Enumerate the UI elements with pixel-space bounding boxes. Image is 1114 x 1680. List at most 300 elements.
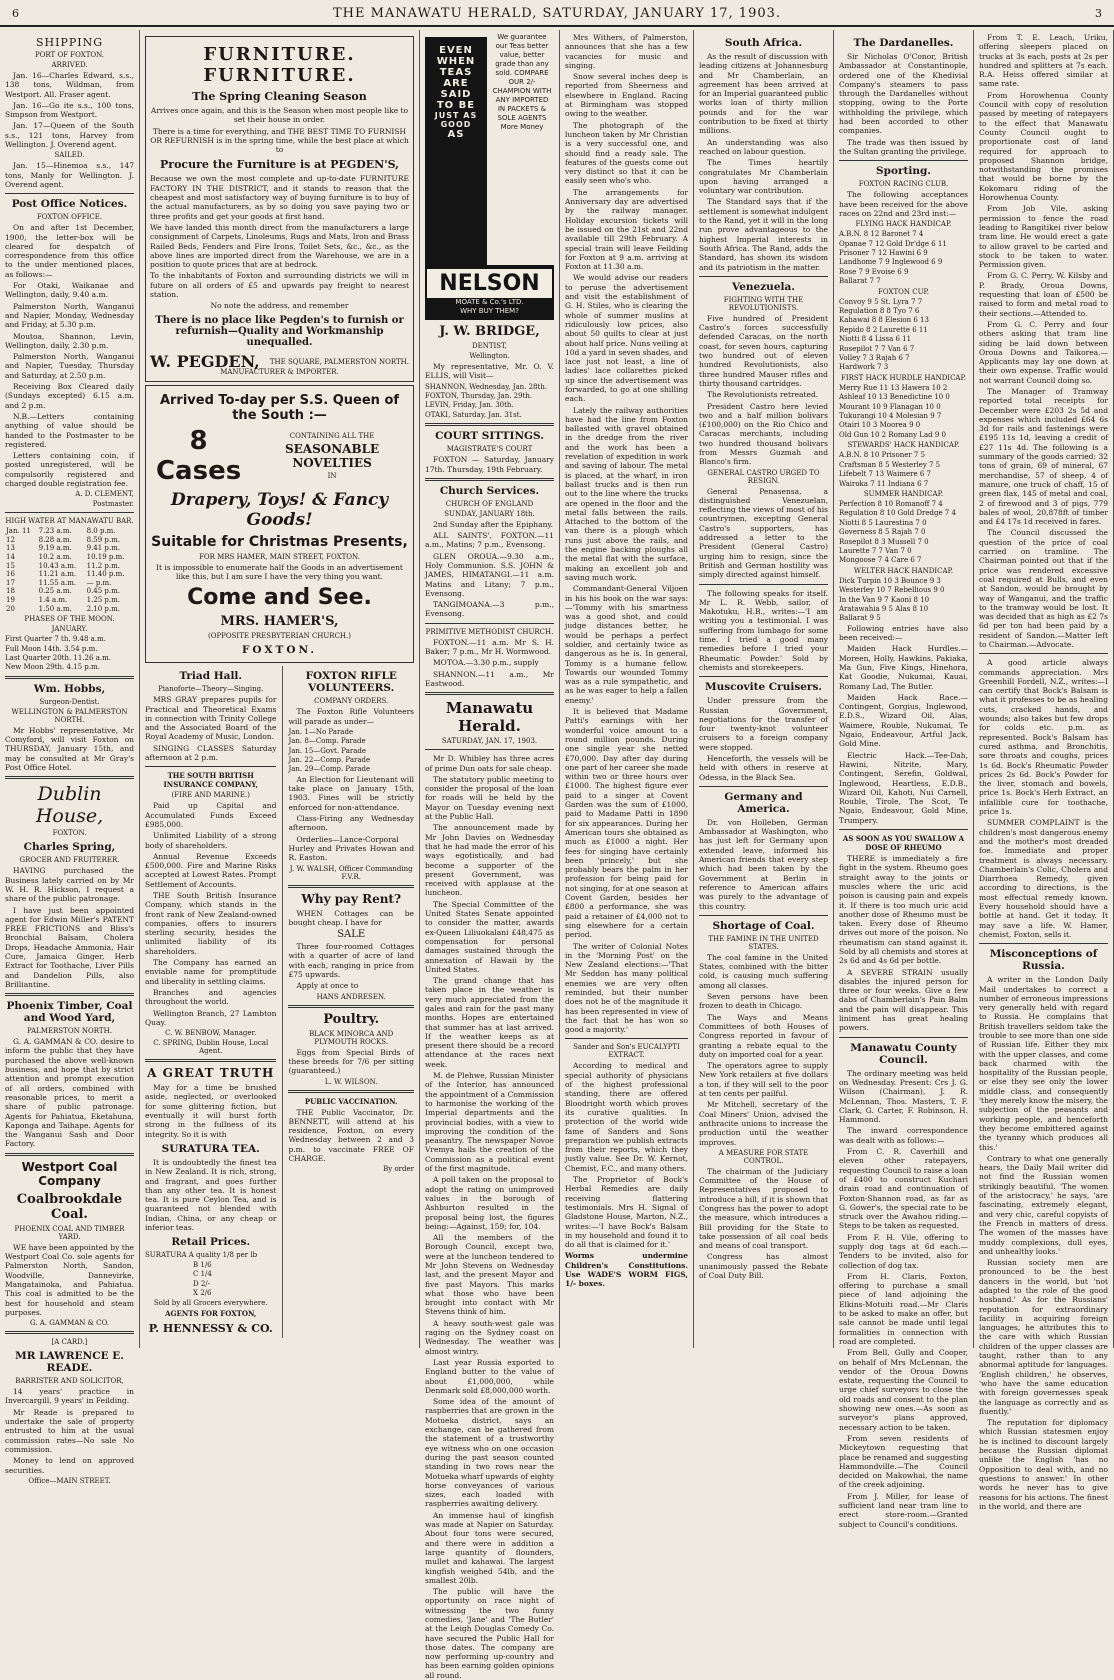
moon-heading: PHASES OF THE MOON. bbox=[24, 615, 115, 624]
race-entry: Mourant 10 9 Flanagan 10 0 bbox=[839, 402, 941, 411]
containing-label: CONTAINING ALL THE bbox=[289, 431, 375, 440]
postmaster-name: A. D. CLEMENT, bbox=[75, 490, 134, 499]
dublin-town: FOXTON. bbox=[52, 829, 87, 838]
divider bbox=[425, 692, 554, 695]
news-item: Sir Nicholas O'Conor, British Ambassador at Constantinople, ordered one of the Khedivial Company's steamers to pass through the Dardanelles without stopping, owing to the Porte withholding the privilege, which had been accorded to other companies. bbox=[839, 52, 968, 136]
shipping-heading: SHIPPING bbox=[35, 36, 104, 49]
rifle-parade: Jan. 15—Govt. Parade bbox=[288, 746, 367, 755]
divider bbox=[699, 915, 828, 916]
drapery-heading: Drapery, Toys! & Fancy Goods! bbox=[170, 489, 389, 530]
furniture-heading: FURNITURE. FURNITURE. bbox=[203, 44, 356, 86]
news-item: SUMMER COMPLAINT is the children's most dangerous enemy and the mother's most dreaded foe. Immediate and proper treatment is always necessary. Chamberlain's Colic, Cholera and Diarrhoea Remedy, given according to directions, is the most effectual remedy known. Every household should have a bottle at hand. Get it today. It may save a life. W. Hamer, chemist, Foxton, sells it. bbox=[979, 818, 1108, 939]
venezuela-sub: GENERAL CASTRO URGED TO RESIGN. bbox=[707, 468, 820, 485]
news-item: The photograph of the luncheon taken by Mr Christian is a very successful one, and should find a ready sale. The features of the guests come out very distinct so that it can be easily seen who's who. bbox=[565, 120, 688, 186]
triad-sub: Pianoforte—Theory—Singing. bbox=[158, 685, 264, 694]
triad-text: MRS GRAY prepares pupils for Practical and Theoretical Exams in connection with Trinity College and the Associated Board of the Royal Academy of Music, London. bbox=[145, 695, 277, 742]
divider bbox=[5, 512, 134, 513]
sbi-sub: (FIRE AND MARINE.) bbox=[171, 791, 250, 800]
news-item: It is believed that Madame Patti's earnings with her wonderful voice amount to a round million pounds. During one single year she netted £70,000. Day after day during one part of her career she made within two or three hours over £1000. The highest figure ever paid to a singer at Covent Garden was the sum of £1000, paid to Madame Patti in 1890 for six appearances. During her American tours she obtained as much as £1000 a night. Her fees for singing have certainly been 'princely,' but she probably bears the palm in her profession for being paid for not singing, for at one season at Covent Garden, besides her £800 a performance, she was paid a retainer of £4,000 not to sing elsewhere for a certain period. bbox=[565, 707, 688, 940]
dublin-text: I have just been appointed agent for Edwin Miller's PATENT FREE FRICTIONS and Bliss's Bronchial Balsam, Cholera Drops, Headache Ammonia, Hair Cure, Jamaica Ginger, Herb Extract for Toothache, Liver Pills and Dandelion Pills, also Brilliantine. bbox=[5, 905, 134, 989]
bridge-title: DENTIST, bbox=[472, 342, 507, 350]
news-item: Some idea of the amount of raspberries that are grown in the Motueka district, says an exchange, can be gathered from the statement of a trustworthy eye witness who on one occasion during the past season counted standing in two rows near the Motueka wharf upwards of eighty horse conveyances of various sizes, each loaded with raspberries awaiting delivery. bbox=[425, 1397, 554, 1509]
hamer-advert bbox=[145, 385, 414, 664]
moon-line: New Moon 29th. 4.15 p.m. bbox=[5, 663, 100, 672]
news-item: From G. C. Perry and four others asking that tram line siding be laid down between Oroua Downs and Taikorea.—Applicants may lay one down at their own expense. Traffic would not warrant Council doing so. bbox=[979, 319, 1108, 385]
primitive-text: SHANNON.—11 a.m., Mr Eastwood. bbox=[425, 669, 554, 688]
news-item: As the result of discussion with leading citizens at Johannesburg and Mr Chamberlain, an agreement has been arrived at for an Imperial guaranteed public works loan of thirty million pounds and for the war contribution to be fixed at thirty millions. bbox=[699, 52, 828, 136]
news-item: The Special Committee of the United States Senate appointed to consider the matter, awards ex-Queen Liliuokalani £48,475 as compensation for personal damages sustained through the annexation of Hawaii by the United States. bbox=[425, 899, 554, 974]
news-item: The Proprietor of Bock's Herbal Remedies are daily receiving flattering testimonials. Mrs H. Signal of Gladstone House, Marton, N.Z., writes:—'I have Bock's Balsam in my household and found it to do all that is claimed for it.' bbox=[565, 1175, 688, 1250]
pegden-text: There is a time for everything, and THE BEST TIME TO FURNISH OR REFURNISH is in the spring time, while the best place at which to bbox=[150, 126, 409, 155]
primitive-heading: PRIMITIVE METHODIST CHURCH. bbox=[425, 627, 554, 636]
nelson-maker: MOATE & Co.'s LTD. bbox=[455, 298, 524, 306]
shipping-entry: Jan. 17—Queen of the South s.s., 121 tons, Harvey from Wellington. J. Overend agent. bbox=[5, 121, 134, 150]
news-item: Five hundred of President Castro's forces successfully defended Caracas, on the north coast, for seven hours, capturing two hundred out of eleven hundred Revolutionists, also three hundred Mauser rifles and thirty thousand cartridges. bbox=[699, 313, 828, 388]
dublin-trade: GROCER AND FRUITERER. bbox=[19, 856, 120, 865]
shipping-sailed: SAILED. bbox=[54, 151, 85, 160]
divider bbox=[5, 676, 134, 679]
church-text: 2nd Sunday after the Epiphany. bbox=[433, 519, 554, 529]
moon-line: Last Quarter 20th. 11.26 a.m. bbox=[5, 654, 111, 663]
coal-sub: THE FAMINE IN THE UNITED STATES. bbox=[708, 934, 819, 951]
news-item: Commandant-General Viljoen in his his book on the war says:—'Tommy with his smartness was a good shot, and could judge distances better, he would be perhaps a perfect soldier, and certainly twice as dangerous as he is. In general, Tommy is a humane fellow. Towards our wounded Tommy was as a rule sympathetic, and as he was eager to help a fallen enemy.' bbox=[565, 584, 688, 705]
rifle-parade: Jan. 1—No Parade bbox=[288, 727, 354, 736]
suratura-heading: SURATURA TEA. bbox=[161, 1142, 260, 1155]
mrs-hamer: MRS. HAMER'S, bbox=[220, 614, 339, 630]
tide-row: 12 8.28 a.m. 8.59 p.m. bbox=[6, 535, 120, 544]
news-item: Electric Hack.—Tee-Dah, Hawini, Nitrite, Mary, Contingent, Serefin, Goldwal, Inglewood, Heartless, E.D.B., Wizard Oil, Kahoti, Nui Carnell, Rouble, Tirole, The Scot, Te Ngaio, Endeavour, Gold Mine, Trumpery. bbox=[839, 750, 968, 825]
race-heading: WELTER HACK HANDICAP. bbox=[853, 566, 954, 575]
race-entry: A.B.N. 8 12 Baronet 7 4 bbox=[839, 230, 924, 239]
shipping-entry: Jan. 15—Hinemoa s.s., 147 tons, Manly for Wellington. J. Overend agent. bbox=[5, 161, 134, 189]
hamer-opposite: (OPPOSITE PRESBYTERIAN CHURCH.) bbox=[208, 632, 351, 641]
tea-line: AS bbox=[447, 129, 465, 140]
herald-date: SATURDAY, JAN. 17, 1903. bbox=[441, 737, 538, 746]
news-item: THERE is immediately a fire fight in the system. Rheumo goes straight away to the joints or muscles where the uric acid poison is causing pain and expels it. If there is too much uric acid another dose of Rheumo must be taken. Every dose of Rheumo drives out more of the poison. No rheumatism can stand against it. Sold by all chemists and stores at 2s 6d and 4s 6d per bottle. bbox=[839, 854, 968, 966]
pegden-text: We have landed this month direct from the manufacturers a large consignment of Carpets, Linoleums, Rugs and Mats, Iron and Brass Railed Beds, Fenders and Fire Irons, Toilet Sets, &c., &c., as the above lines are imported direct from the Warehouse, we are in a position to quote prices that are at bedrock. bbox=[150, 222, 409, 270]
divider bbox=[839, 1037, 968, 1038]
divider bbox=[699, 786, 828, 787]
race-entry: Mongoose 7 4 Care 6 7 bbox=[839, 556, 922, 565]
sbi-heading: THE SOUTH BRITISH INSURANCE COMPANY, bbox=[163, 771, 258, 790]
racing-club: FOXTON RACING CLUB. bbox=[858, 180, 949, 189]
race-entry: Perfection 8 10 Romanoff 7 4 bbox=[839, 499, 943, 508]
news-item: Congress has almost unanimously passed the Rebate of Coal Duty Bill. bbox=[699, 1252, 828, 1281]
race-entry: Regulation 8 8 Tyo 7 6 bbox=[839, 307, 920, 315]
column-5 bbox=[694, 30, 834, 1348]
race-entry: Niotti 8 4 Lissa 6 11 bbox=[839, 335, 912, 344]
tide-row: 16 11.21 a.m. 11.40 p.m. bbox=[6, 570, 125, 579]
race-heading: FIRST HACK HURDLE HANDICAP. bbox=[840, 373, 966, 382]
poultry-sub: BLACK MINORCA AND PLYMOUTH ROCKS. bbox=[309, 1029, 394, 1046]
divider bbox=[979, 943, 1108, 944]
race-entry: Volley 7 3 Rajah 6 7 bbox=[839, 354, 910, 363]
dublin-house-heading: Dublin House, bbox=[35, 783, 104, 828]
coal-sub: A MEASURE FOR STATE CONTROL. bbox=[718, 1148, 809, 1165]
news-item: The Manager of Tramway reported total receipts for December were £203 2s 5d and expenses which included £64 6s 3d for rails and fastenings were £195 11s 1d, leaving a credit of £27 11s 4d. The following is a summary of the goods carried: 32 tons of grain, 69 of mineral, 67 merchandise, 57 of sheep, 4 of manure, one truck of chaff, 15 of green flax, 145 of metal and coal, 2 of firewood and 3 of pigs, 779 bales of wool, 20,878ft of timber and £4 17s 1d received in fares. bbox=[979, 386, 1108, 527]
column-4 bbox=[560, 30, 694, 1348]
divider bbox=[145, 1059, 276, 1062]
retail-prices-heading: Retail Prices. bbox=[171, 1236, 251, 1249]
news-item: Dr. von Holleben, German Ambassador at Washington, who has just left for Germany upon extended leave, informed his American friends that every step which had been taken by the Government at Berlin in reference to American affairs was purely to the advantage of this country. bbox=[699, 817, 828, 911]
news-item: Russian society men are pronounced to be the best dancers in the world, but 'not adapted to the role of the good husband.' As for the Russians' reputation for extraordinary facility in acquiring foreign languages, he attributes this to the care with which Russian children of the upper classes are taught, rather than to any abnormal aptitude for languages. 'English children,' he observes, 'who have the same education with foreign governesses speak the language as correctly and as fluently.' bbox=[979, 1258, 1108, 1416]
rheumo-heading: AS SOON AS YOU SWALLOW A DOSE OF RHEUMO bbox=[842, 834, 965, 853]
county-council-heading: Manawatu County Council. bbox=[850, 1041, 957, 1066]
great-truth-heading: A GREAT TRUTH bbox=[147, 1066, 275, 1081]
news-item: M. de Plehwe, Russian Minister of the Interior, has announced the appointment of a Commission to harmonise the working of the Imperial departments and the provincial bodies, with a view to improving the condition of the peasantry. The newspaper Novoe Vremya hails the creation of the Commission as a political event of the first magnitude. bbox=[425, 1071, 554, 1174]
pegden-name: W. PEGDEN, bbox=[150, 351, 260, 371]
no-place-slogan: There is no place like Pegden's to furnish or refurnish—Quality and Workmanship unequalled. bbox=[155, 314, 404, 348]
moon-month: JANUARY. bbox=[51, 625, 88, 634]
shipping-arrived: ARRIVED. bbox=[51, 61, 88, 69]
news-item: Under pressure from the Russian Government, negotiations for the transfer of four twenty-knot volunteer cruisers to a foreign company were stopped. bbox=[699, 696, 828, 752]
vaccination-text: THE Public Vaccinator, Dr. BENNETT, will attend at his residence, Foxton, on every Wednesday between 2 and 3 p.m. to vaccinate FREE OF CHARGE. bbox=[288, 1107, 414, 1163]
news-item: From G. C. Perry, W. Kilsby and P. Brady, Oroua Downs, requesting that loan of £500 be raised to form and metal road to their sections.—Attended to. bbox=[979, 271, 1108, 318]
divider bbox=[5, 993, 134, 996]
hobbs-name: Wm. Hobbs, bbox=[33, 682, 106, 695]
south-africa-heading: South Africa. bbox=[724, 37, 803, 49]
news-item: From C. R. Caverhill and eleven other ratepayers, requesting Council to raise a loan of £400 to construct Kuchari drain road and continuation of Foxton-Shannon road, as far as G. Gower's, the special rate to be struck over the Awahou riding.—Steps to be taken as requested. bbox=[839, 1147, 968, 1231]
column-2-left bbox=[145, 666, 276, 1338]
news-item: Mrs Withers, of Palmerston, announces that she has a few vacancies for music and singing. bbox=[565, 33, 688, 70]
tea-line: TO BE bbox=[436, 100, 476, 111]
post-office-text: Receiving Box Cleared daily (Sundays excepted) 6.15 a.m. and 2 p.m. bbox=[5, 382, 134, 410]
race-heading: FLYING HACK HANDICAP. bbox=[855, 220, 952, 229]
divider bbox=[5, 1153, 134, 1156]
muscovite-heading: Muscovite Cruisers. bbox=[704, 681, 823, 694]
post-office-text: On and after 1st December, 1900, the letter-box will be cleared for despatch of correspondence from this office to the under mentioned places, as follows:— bbox=[5, 223, 134, 279]
pegden-address: THE SQUARE, PALMERSTON NORTH. bbox=[269, 357, 409, 366]
news-item: The Ways and Means Committees of both Houses of Congress reported in favour of granting a rebate equal to the duty on imported coal for a year. bbox=[699, 1012, 828, 1059]
divider bbox=[699, 676, 828, 677]
news-item: A poll taken on the proposal to adopt the rating on unimproved values in the borough of Ashburton resulted in the proposal being lost, the figures being:—Against, 159; for, 104. bbox=[425, 1175, 554, 1231]
news-item: From F. H. Vile, offering to supply dog tags at 6d each.—Tenders to be invited, also for collection of dog tax. bbox=[839, 1232, 968, 1270]
rifle-text: An Election for Lieutenant will take place on January 15th, 1903. Fines will be strictly enforced for non-attendance. bbox=[288, 774, 414, 812]
moon-line: First Quarter 7 th. 9.48 a.m. bbox=[5, 635, 106, 644]
hobbs-text: Mr Hobbs' representative, Mr Comyford, will visit Foxton on THURSDAY, January 15th, and may be consulted at Mr Gray's Post Office Hotel. bbox=[5, 725, 134, 773]
nelson-brand: NELSON bbox=[427, 269, 552, 298]
news-item: The announcement made by Mr John Davies on Wednesday that he had made the error of his ways egotistically, and had become a supporter of the present Government, was received with applause at the luncheon. bbox=[425, 823, 554, 898]
news-item: Seven persons have been frozen to death in Chicago. bbox=[699, 992, 828, 1011]
race-entry: Rosepilot 7 7 Van 6 7 bbox=[839, 344, 915, 353]
race-entry: Convoy 9 5 St. Lyra 7 7 bbox=[839, 297, 923, 306]
reade-text: 14 years' practice in Invercargill, 9 years' in Feilding. bbox=[5, 1387, 134, 1406]
race-entry: Ashleaf 10 13 Benedictine 10 0 bbox=[839, 393, 950, 402]
bridge-text: My representative, Mr. O. V. ELLIS, will Visit— bbox=[425, 362, 554, 381]
tea-line: ARE SAID bbox=[440, 78, 472, 100]
poultry-text: Eggs from Special Birds of these breeds for 7/6 per sitting (guaranteed.) bbox=[288, 1047, 414, 1076]
divider bbox=[425, 623, 554, 624]
race-entry: Merry Rue 11 13 Hawera 10 2 bbox=[839, 383, 948, 392]
post-office-text: Moutoa, Shannon, Levin, Wellington, daily, 2.30 p.m. bbox=[5, 331, 134, 350]
post-office-text: For Otaki, Waikanae and Wellington, daily, 9.40 a.m. bbox=[5, 281, 134, 300]
russia-heading: Misconceptions of Russia. bbox=[989, 948, 1098, 973]
tea-guarantee: We guarantee our Teas better value, better grade than any sold. COMPARE OUR 2/- CHAMPION WITH ANY IMPORTED IN PACKETS & SOLE AGENTS More Money bbox=[492, 33, 552, 131]
pegden-text: To the inhabitants of Foxton and surrounding districts we will in future on all orders of £5 and upwards pay freight to nearest station. bbox=[150, 271, 409, 300]
news-item: From Job Vile, asking permission to fence the road leading to Rangitikei river below tram line. He would erect a gate to allow gravel to be carted and stock to be taken to water. Permission given. bbox=[979, 204, 1108, 270]
tea-line: WHEN bbox=[436, 56, 476, 67]
divider bbox=[425, 749, 554, 750]
reade-title: BARRISTER AND SOLICITOR, bbox=[15, 1377, 124, 1386]
column-3 bbox=[420, 30, 560, 1680]
news-item: Mr D. Whibley has three acres of prime Dun oats for sale cheap. bbox=[425, 754, 554, 773]
news-item: Mr Mitchell, secretary of the Coal Miners' Union, advised the anthracite unions to increase the production until the weather improves. bbox=[699, 1100, 828, 1147]
sbi-text: Paid up Capital and Accumulated Funds Exceed £985,000. bbox=[145, 801, 277, 829]
bridge-date: LEVIN, Friday, Jan. 30th. bbox=[425, 401, 514, 410]
phoenix-town: PALMERSTON NORTH. bbox=[27, 1027, 112, 1036]
moon-line: Full Moon 14th. 3.54 p.m. bbox=[5, 644, 98, 653]
sbi-text: Wellington Branch, 27 Lambton Quay. bbox=[145, 1008, 277, 1027]
race-entry: Rosepilot 8 3 Mussell 7 0 bbox=[839, 537, 929, 546]
news-item: President Castro here levied two and a half million bolivars (£100,000) on the Rio Chico and Caracas merchants, including two hundred thousand bolivars from Messrs Guzmah and Blanco's firm. bbox=[699, 401, 828, 467]
race-heading: FOXTON CUP. bbox=[878, 287, 929, 296]
race-entry: Lifebelt 7 13 Waimere 6 7 bbox=[839, 470, 931, 479]
reade-text: Money to lend on approved securities. bbox=[5, 1456, 134, 1475]
post-office-text: Letters containing coin, if posted unregistered, will be compulsorily registered and charged double registration fee. bbox=[5, 451, 134, 488]
hamer-town: FOXTON. bbox=[241, 644, 318, 657]
primitive-text: FOXTON.—11 a.m. Mr S. H. Baker; 7 p.m., Mr H. Wormwood. bbox=[425, 637, 554, 657]
divider bbox=[288, 885, 414, 888]
news-item: A writer in the London Daily Mail undertakes to correct a number of erroneous impressions very generally held with regard to Russia. He complains that British travellers seldom take the trouble to see more than one side of Russian life. Either they mix with the upper classes, and come back charmed with the hospitality of the Russian people, or else they see only the lower middle class, and consequently 'they merely know the misery, the subjection of the peasants and working people, and henceforth they become embittered against the tyranny which produces all this.' bbox=[979, 975, 1108, 1152]
sbi-manager: C. W. BENBOW, Manager. bbox=[165, 1029, 257, 1038]
news-item: The arrangements for Anniversary day are advertised by the railway manager. Holiday excursion tickets will be issued on the 21st and 22nd available till 29th February. A special train will leave Feilding for Foxton at 9 a.m. arriving at Foxton at 11.30 a.m. bbox=[565, 187, 688, 272]
news-item: From J. Miller, for lease of sufficient land near tram line to erect store-room.—Granted subject to Council's conditions. bbox=[839, 1491, 968, 1529]
race-heading: STEWARDS' HACK HANDICAP. bbox=[847, 441, 960, 450]
court-text: FOXTON — Saturday, January 17th. Thursday, 19th February. bbox=[425, 455, 554, 474]
divider bbox=[699, 276, 828, 277]
procure-heading: Procure the Furniture is at PEGDEN'S, bbox=[160, 158, 399, 172]
reade-text: Mr Reade is prepared to undertake the sale of property entrusted to him at the usual commission rates—No sale No commission. bbox=[5, 1407, 134, 1454]
news-item: General Penasensa, a distinguished Venezuelan, reflecting the views of most of his countrymen, excepting General Castro's supporters, has addressed a letter to the President (General Castro) urging him to resign, since the British and German hostility was simply directed against himself. bbox=[699, 486, 828, 580]
masthead-title: THE MANAWATU HERALD, SATURDAY, JANUARY 17, 1903. bbox=[332, 6, 782, 21]
price-line: SURATURA A quality 1/8 per lb bbox=[145, 1251, 258, 1260]
sbi-text: Branches and agencies throughout the world. bbox=[145, 987, 277, 1007]
truth-text: May for a time be brushed aside, neglected, or overlooked for some glittering fiction, but eventually it will burst forth strong in the fullness of its integrity. So it is with bbox=[145, 1083, 277, 1139]
tide-row: Jan. 11 7.23 a.m. 8.0 p.m. bbox=[6, 527, 116, 536]
dublin-proprietor: Charles Spring, bbox=[23, 841, 116, 854]
news-item: From H. Claris, Foxton, offering to purchase a small piece of land adjoining the Elkins-Motuiti road.—Mr Claris to be asked to make an offer, but sale cannot be made until legal formalities in connection with road are completed. bbox=[839, 1271, 968, 1346]
westport-heading: Westport Coal Company bbox=[21, 1159, 118, 1188]
primitive-text: MOTOA.—3.30 p.m., supply bbox=[433, 658, 539, 668]
poultry-signature: L. W. WILSON. bbox=[324, 1077, 378, 1086]
price-line: C 1/4 bbox=[193, 1270, 212, 1279]
poultry-heading: Poultry. bbox=[323, 1011, 380, 1027]
news-item: From Horowhenua County Council with copy of resolution passed by meeting of ratepayers to the effect that Manawatu County Council ought to proportionate cost of land required for approach to proposed Shannon bridge, notwithstanding the promises that would be borne by the Kokomaru riding of the Horowhenua County. bbox=[979, 90, 1108, 203]
church-date: SUNDAY, JANUARY 18th. bbox=[444, 509, 535, 518]
news-item: The Council discussed the question of the price of coal carried on tramline. The Chairman pointed out that if the price was rendered excessive coal required at Bulls, and even at Sandon, would be brought by way of Wanganui, and the traffic to the tramway would be lost. It was decided that as high as £2 7s 6d per ton had been paid by a resident of Sandon.—Matter left to Chairman.—Advocate. bbox=[979, 528, 1108, 649]
news-item: The statutory public meeting to consider the proposal of the loan for roads will be held by the Mayor on Tuesday evening next at the Public Hall. bbox=[425, 774, 554, 822]
race-heading: SUMMER HANDICAP. bbox=[863, 489, 944, 498]
news-item: The inward correspondence was dealt with as follows:— bbox=[839, 1126, 968, 1145]
postmaster-title: Postmaster. bbox=[92, 500, 134, 509]
agents-name: P. HENNESSY & CO. bbox=[148, 1322, 273, 1336]
pegden-advert bbox=[145, 36, 414, 382]
come-and-see: Come and See. bbox=[187, 585, 372, 611]
news-item: The following acceptances have been received for the above races on 22nd and 23rd inst:— bbox=[839, 190, 968, 218]
news-item: The Times heartily congratulates Mr Chamberlain upon having arranged a voluntary war contribution. bbox=[699, 158, 828, 196]
rifle-heading: FOXTON RIFLE VOLUNTEERS. bbox=[305, 670, 397, 695]
news-item: From seven residents of Mickeytown requesting that place be renamed and suggesting Hammondville.—The Council decided on Makowhai, the name of the creek adjoining. bbox=[839, 1433, 968, 1490]
venezuela-sub: FIGHTING WITH THE REVOLUTIONISTS. bbox=[723, 295, 804, 312]
tide-row: 14 10.2 a.m. 10.19 p.m. bbox=[6, 553, 125, 562]
divider bbox=[425, 423, 554, 426]
race-entry: Wairoka 7 11 Indiana 6 7 bbox=[839, 479, 929, 488]
vaccination-signature: By order bbox=[383, 1165, 414, 1174]
news-item: The ordinary meeting was held on Wednesday. Present: Crs J. G. Wilson (Chairman), J. R. McLennan, Thos. Masters, T. F. Clark, G. Carter, F. Robinson, H. Hammond. bbox=[839, 1068, 968, 1125]
price-line: D 2/- bbox=[193, 1279, 211, 1288]
news-item: A heavy south-west gale was raging on the Sydney coast on Wednesday. The weather was almost wintry. bbox=[425, 1318, 554, 1356]
divider bbox=[5, 776, 134, 779]
rifle-orders: COMPANY ORDERS. bbox=[314, 697, 389, 706]
news-item: Following entries have also been received:— bbox=[839, 623, 968, 643]
rent-signature: HANS ANDRESEN. bbox=[316, 992, 386, 1001]
pegden-role: MANUFACTURER & IMPORTER. bbox=[220, 367, 339, 376]
rent-text: Apply at once to bbox=[296, 981, 359, 991]
divider bbox=[839, 829, 968, 830]
phoenix-text: G. A. GAMMAN & CO. desire to inform the public that they have purchased the above well-known business, and hope that by strict attention and prompt execution of all orders, combined with reasonable prices, to merit a share of public patronage. Agents for Pahiatua, Eketahuna, Kaponga and Taihape. Agents for the Wanganui Sash and Door Factory. bbox=[5, 1037, 134, 1149]
agents-heading: AGENTS FOR FOXTON, bbox=[165, 1309, 257, 1319]
court-heading: COURT SITTINGS. bbox=[435, 430, 544, 443]
race-entry: Craftsman 8 5 Westerley 7 5 bbox=[839, 460, 941, 469]
in-label: IN bbox=[327, 471, 337, 480]
church-heading: Church Services. bbox=[439, 484, 540, 497]
triad-text: SINGING CLASSES Saturday afternoon at 2 p.m. bbox=[145, 743, 277, 763]
price-line: X 2/6 bbox=[193, 1288, 212, 1297]
news-item: An understanding was also reached on labour question. bbox=[699, 137, 828, 156]
arrived-heading: Arrived To-day per S.S. Queen of the South :— bbox=[159, 392, 400, 423]
nelson-banner bbox=[425, 265, 554, 320]
church-sub: CHURCH OF ENGLAND bbox=[445, 499, 534, 508]
divider bbox=[425, 478, 554, 481]
shipping-port: PORT OF FOXTON. bbox=[34, 51, 105, 59]
card-heading: [A CARD.] bbox=[51, 1338, 88, 1347]
bridge-date: SHANNON, Wednesday, Jan. 28th. bbox=[425, 382, 548, 391]
race-entry: Prisoner 7 12 Hawini 6 9 bbox=[839, 248, 928, 257]
news-item: Snow several inches deep is reported from Sheerness and elsewhere in England. Racing at Birmingham was stopped owing to the weather. bbox=[565, 72, 688, 119]
court-sub: MAGISTRATE'S COURT bbox=[446, 445, 533, 454]
news-item: Maiden Hack Race.—Contingent, Gorgius, Inglewood, E.D.S., Wizard Oil, Alas, Waimere, Rouble, Nukumai, Te Ngaio, Endeavour, Artful Jack, Gold Mine. bbox=[839, 692, 968, 749]
news-item: The writer of Colonial Notes in the 'Morning Post' on the New Zealand elections:—'That Mr Seddon has many political enemies we are very often reminded, but their number does not be of the magnitude it has been represented in view of the fact that he has won so good a majority.' bbox=[565, 941, 688, 1035]
tide-table bbox=[5, 527, 134, 613]
news-item: The Revolutionists retreated. bbox=[707, 390, 819, 400]
race-entry: Regulation 8 10 Gold Dredge 7 4 bbox=[839, 509, 956, 518]
column-6 bbox=[834, 30, 974, 1529]
rifle-parade: Jan. 29—Comp. Parade bbox=[288, 765, 371, 774]
worms-notice: Worms undermine Children's Constitutions. Use WADE'S WORM FIGS, 1/- boxes. bbox=[565, 1251, 688, 1289]
race-entry: Ballarat 9 5 bbox=[839, 614, 881, 623]
tide-row: 18 0.25 a.m. 0.45 p.m. bbox=[6, 587, 120, 596]
column-7 bbox=[974, 30, 1114, 1511]
race-entry: Dick Turpin 10 3 Bounce 9 3 bbox=[839, 576, 941, 585]
christmas-heading: Suitable for Christmas Presents, bbox=[151, 533, 408, 550]
dardanelles-heading: The Dardanelles. bbox=[853, 37, 954, 49]
sbi-text: THE South British Insurance Company, which stands in the front rank of New Zealand-owned companies, offers to insurers sterling security, besides the unlimited liability of its shareholders. bbox=[145, 890, 277, 956]
sbi-text: Annual Revenue Exceeds £500,000. Fire and Marine Risks accepted at Lowest Rates. Prompt Settlement of Accounts. bbox=[145, 851, 277, 889]
coal-text: WE have been appointed by the Westport Coal Co. sole agents for Palmerston North, Sandon, Woodville, Dannevirke, Mangatainoka, and Pahiatua. This coal is admitted to be the best for household and steam purposes. bbox=[5, 1242, 134, 1317]
bridge-date: OTAKI, Saturday, Jan. 31st. bbox=[425, 410, 522, 419]
phoenix-heading: Phoenix Timber, Coal and Wood Yard, bbox=[6, 1000, 133, 1025]
church-text: ALL SAINTS', FOXTON.—11 a.m., Matins; 7 p.m., Evensong. bbox=[425, 531, 554, 550]
rifle-signature: J. W. WALSH, Officer Commanding F.V.R. bbox=[289, 864, 413, 881]
news-item: The coal famine in the United States, combined with the bitter cold, is causing much suffering among all classes. bbox=[699, 952, 828, 990]
news-item: The reputation for diplomacy which Russian statesmen enjoy he is inclined to discount largely because the Russian diplomat unlike the English 'has no Opposition to deal with, and no questions to answer.' In other words he never has to give reasons for his actions. The finest in the world, and there are bbox=[979, 1418, 1108, 1511]
news-item: From T. E. Leach, Uriku, offering sleepers placed on trucks at 3s each, posts at 2s per hundred and splitters at 7s each. R.A. Heiss offered similar at same rate. bbox=[979, 33, 1108, 89]
hamer-address: FOR MRS HAMER, MAIN STREET, FOXTON. bbox=[199, 552, 360, 561]
news-item: The following speaks for itself. Mr L. R. Webb, sailor, of Makotuku, H.B., writes:—'I am writing you a testimonial. I was suffering from lumbago for some time. I tried a good many remedies before I tried your Rheumatic Powder.' Sold by chemists and storekeepers. bbox=[699, 588, 828, 672]
news-item: Last year Russia exported to England butter to the value of about £1,000,000, while Denmark sold £8,000,000 worth. bbox=[425, 1357, 554, 1395]
pegden-text: Because we own the most complete and up-to-date FURNITURE FACTORY IN THE DISTRICT, and it stands to reason that the cheapest and most satisfactory way of buying furniture is to buy of the actual manufacturers, as by so doing you save paying two or three profits and get your goods at first hand. bbox=[150, 174, 409, 221]
coalbrookdale-heading: Coalbrookdale Coal. bbox=[16, 1191, 123, 1222]
post-office-sub: FOXTON OFFICE. bbox=[36, 213, 103, 222]
news-item: A good article always commands appreciation. Mrs Greenhill Fordell, N.Z., writes:—I can certify that Bock's Balsam is what it professes to be as healing cuts, cracked hands, and wounds; also takes but few drops for colds etc. p.m. as represented. Bock's Balsam has cured asthma, and Bronchitis, sore throats and coughs, prices 1s 6d. Bock's Rheumatic Powder prices 2s 6d. Bock's Powder for the liver, stomach and bowels, price 1s. Bock's Herb Extract, an infallible cure for toothache, price 1s. bbox=[979, 658, 1108, 817]
page-number-left: 6 bbox=[12, 7, 20, 20]
race-entry: Tukurangi 10 4 Molesian 9 7 bbox=[839, 412, 942, 421]
rifle-text: The Foxton Rifle Volunteers will parade as under— bbox=[288, 707, 414, 726]
tea-line: JUST AS GOOD bbox=[434, 111, 478, 129]
pegden-text: Arrives once again, and this is the Season when most people like to set their house in order. bbox=[150, 106, 409, 125]
rifle-text: Class-Firing any Wednesday afternoon. bbox=[288, 814, 414, 833]
race-entry: Opanae 7 12 Gold Dr'dge 6 11 bbox=[839, 239, 947, 248]
news-item: Contrary to what one generally hears, the Daily Mail writer did not find the Russian women strikingly beautiful. 'The women of the aristocracy,' he says, 'are fascinating, extremely elegant, and very chic, careful copyists of the French in matters of dress. The women of the masses have muddy complexions, dull eyes, and unhealthy looks.' bbox=[979, 1153, 1108, 1256]
bridge-date: FOXTON, Thursday, Jan. 29th. bbox=[425, 392, 533, 400]
venezuela-heading: Venezuela. bbox=[732, 280, 795, 293]
church-text: TANGIMOANA.—3 p.m., Evensong. bbox=[425, 600, 554, 619]
seasonable-novelties: SEASONABLE NOVELTIES bbox=[284, 441, 380, 470]
divider bbox=[288, 1005, 414, 1008]
race-entry: Niotti 8 5 Laurestina 7 0 bbox=[839, 518, 927, 527]
news-item: The public will have the opportunity on race night of witnessing the two funny comedies, 'Jane' and 'The Butler' at the Leigh Douglas Comedy Co. have secured the Public Hall for those dates. The company are now performing up-country and has been earning golden opinions all round. bbox=[425, 1587, 554, 1680]
race-entry: Hardwork 7 3 bbox=[839, 363, 889, 372]
vaccination-heading: PUBLIC VACCINATION. bbox=[304, 1096, 398, 1106]
divider bbox=[5, 1331, 134, 1334]
post-office-text: Palmerston North, Wanganui and Napier, Monday, Wednesday and Friday, at 5.30 p.m. bbox=[5, 301, 134, 330]
race-entry: Old Gun 10 2 Romany Lad 9 0 bbox=[839, 430, 946, 439]
rent-sale: SALE bbox=[337, 929, 366, 941]
sbi-text: Unlimited Liability of a strong body of shareholders. bbox=[145, 831, 277, 850]
race-entry: Governess 8 5 Rajah 7 0 bbox=[839, 528, 926, 537]
news-item: A SEVERE STRAIN usually disables the injured person for three or four weeks. Give a few dabs of Chamberlain's Pain Balm and the pain will disappear. This liniment has great healing powers. bbox=[839, 967, 968, 1033]
tide-heading: HIGH WATER AT MANAWATU BAR. bbox=[5, 517, 134, 526]
rent-text: WHEN Cottages can be bought cheap. I have for bbox=[288, 908, 414, 927]
divider bbox=[839, 160, 968, 161]
rent-text: Three four-roomed Cottages with a quarter of acre of land with each, ranging in price from £75 upwards. bbox=[288, 942, 414, 980]
cases-count: 8 Cases bbox=[155, 425, 242, 486]
tide-row: 17 11.55 a.m. — p.m. bbox=[6, 578, 112, 587]
tide-row: 19 1.4 a.m. 1.25 p.m. bbox=[6, 596, 120, 605]
sporting-heading: Sporting. bbox=[876, 165, 931, 178]
rifle-parade: Jan. 22—Comp. Parade bbox=[288, 756, 371, 765]
rifle-text: Orderlies—Lance-Corporal Hurley and Privates Howan and R. Easton. bbox=[288, 834, 414, 863]
race-entry: In the Van 9 7 Kaoni 8 10 bbox=[839, 595, 930, 604]
news-item: According to medical and special authority of physicians of the highest professional standing, there are offered Bloodright worth which proves its curative qualities. In protection of the world wide fame of Sanders and Sons preparation we publish extracts from their reports, which they justly value. See Dr. W. Kernot, Chemist, F.C., and many others. bbox=[565, 1061, 688, 1173]
coal-signature: G. A. GAMMAN & CO. bbox=[29, 1319, 110, 1328]
sbi-text: The Company has earned an enviable name for promptitude and liberality in settling claims. bbox=[145, 958, 277, 986]
news-item: The Standard says that if the settlement is somewhat indulgent to the Rand, yet it will in the long run prove advantageous to the highest Imperial interests in South Africa. The Rand, adds the Standard, has shown its wisdom and its patriotism in the matter. bbox=[699, 197, 828, 272]
tide-row: 15 10.43 a.m. 11.2 p.m. bbox=[6, 561, 120, 570]
divider bbox=[288, 1090, 414, 1093]
divider bbox=[979, 653, 1108, 654]
race-entry: Landhome 7 9 Inglewood 6 9 bbox=[839, 258, 943, 267]
column-1 bbox=[0, 30, 140, 1485]
sbi-agent: C. SPRING, Dublin House, Local Agent. bbox=[153, 1039, 269, 1056]
race-entry: Aratawahia 9 5 Alas 8 10 bbox=[839, 604, 929, 613]
nelson-tagline: WHY BUY THEM? bbox=[460, 307, 519, 315]
masthead bbox=[0, 5, 1114, 27]
news-item: The trade was then issued by the Sultan granting the privilege. bbox=[839, 137, 968, 156]
price-line: B 1/6 bbox=[193, 1260, 212, 1269]
shipping-entry: Jan. 16—Charles Edward, s.s., 138 tons, Wildman, from Westport. All. Fraser agent. bbox=[5, 71, 134, 99]
race-entry: Otairi 10 3 Moorea 9 0 bbox=[839, 421, 921, 430]
